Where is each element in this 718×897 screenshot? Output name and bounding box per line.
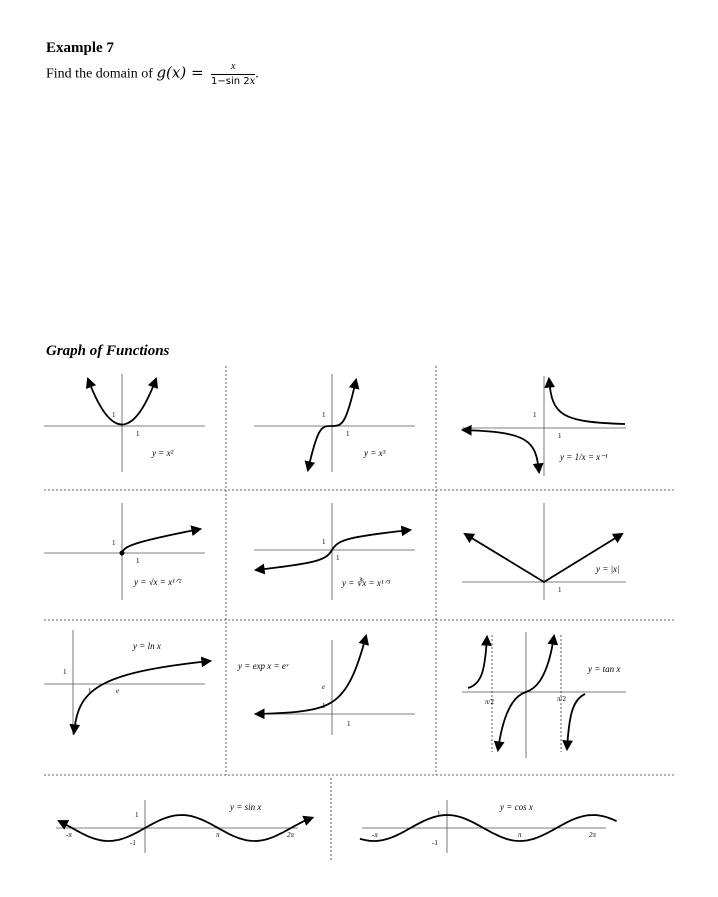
tick-label: π/2 <box>557 695 566 703</box>
graph-label: y = x² <box>152 448 174 458</box>
tick-label: 1 <box>112 411 116 419</box>
graph-exp <box>237 636 415 735</box>
graph-square <box>44 374 205 472</box>
tick-label: 1 <box>347 720 351 728</box>
tick-label: 1 <box>136 557 140 565</box>
tick-label: 1 <box>558 586 562 594</box>
graph-label: y = ∛x = x¹ᐟ³ <box>342 578 391 588</box>
denominator-prefix: 1−sin 2 <box>211 76 250 87</box>
tick-label: -π <box>66 831 72 839</box>
tick-label: 1 <box>336 554 340 562</box>
graph-sin <box>56 800 312 853</box>
fraction-numerator: x <box>211 62 255 75</box>
graph-label: y = sin x <box>230 802 262 812</box>
tick-label: π <box>216 831 220 839</box>
tick-label: -π <box>372 831 378 839</box>
tick-label: 1 <box>322 702 326 710</box>
section-title: Graph of Functions <box>46 343 170 359</box>
graph-sqrt <box>44 503 205 600</box>
tick-label: 1 <box>533 411 537 419</box>
graph-cos <box>360 800 617 853</box>
function-lhs: g(x) = <box>156 63 204 82</box>
denominator-var: x <box>249 76 256 87</box>
tick-label: 1 <box>558 432 562 440</box>
tick-label: -1 <box>432 839 438 847</box>
tick-label: 2π <box>589 831 597 839</box>
graph-abs <box>462 503 626 600</box>
graph-cbrt <box>254 503 415 600</box>
graph-label: y = x³ <box>364 448 386 458</box>
tick-label: 1 <box>88 687 92 695</box>
tick-label: 1 <box>135 811 139 819</box>
tick-label: 1 <box>112 539 116 547</box>
graph-label: y = 1/x = x⁻¹ <box>560 452 608 462</box>
graph-tan <box>462 632 626 758</box>
graph-cube <box>254 374 415 472</box>
tick-label: 1 <box>136 430 140 438</box>
tick-label: π/2 <box>485 698 494 706</box>
graph-label: y = √x = x¹ᐟ² <box>134 577 182 587</box>
graph-label: y = cos x <box>500 802 533 812</box>
graph-ln <box>44 630 210 735</box>
example-title: Example 7 <box>46 40 114 56</box>
graph-label: y = tan x <box>588 664 621 674</box>
problem-prompt: Find the domain of <box>46 66 153 82</box>
graph-label: y = ln x <box>133 641 161 651</box>
graph-label: y = exp x = eˣ <box>238 661 289 671</box>
tick-label: π <box>518 831 522 839</box>
grid-dividers <box>44 366 676 860</box>
graph-label: y = |x| <box>596 564 620 574</box>
tick-label: e <box>116 687 120 695</box>
tick-label: 2π <box>287 831 295 839</box>
tick-label: 1 <box>322 411 326 419</box>
tick-label: 1 <box>63 668 67 676</box>
tick-label: -1 <box>130 839 136 847</box>
tick-label: e <box>322 683 326 691</box>
graph-reciprocal <box>462 376 626 476</box>
tick-label: 1 <box>437 810 441 818</box>
problem-period: . <box>255 66 259 82</box>
tick-label: 1 <box>322 538 326 546</box>
tick-label: 1 <box>346 430 350 438</box>
